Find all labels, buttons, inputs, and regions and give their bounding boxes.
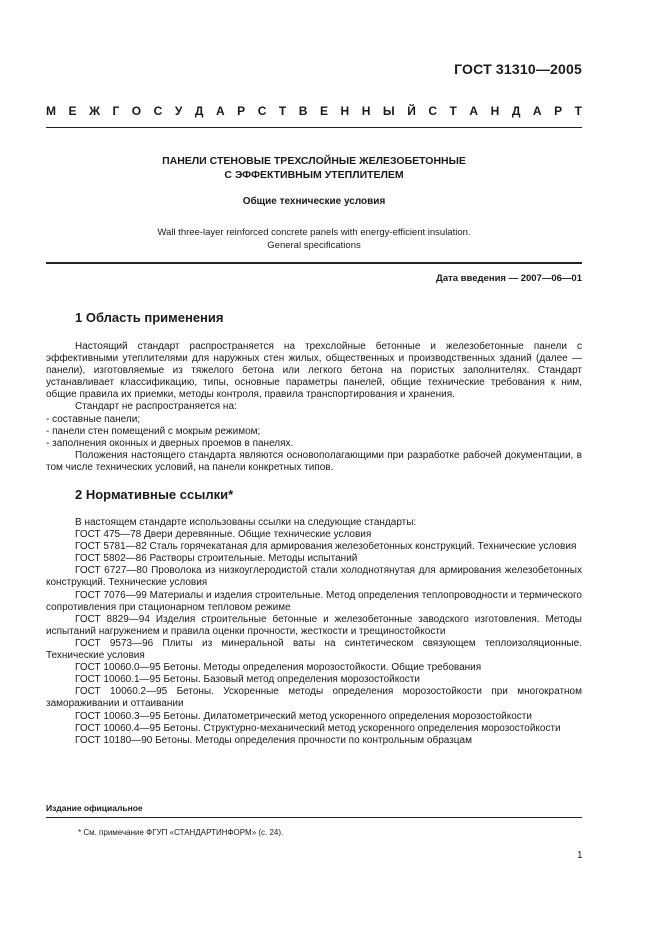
reference-item: ГОСТ 8829—94 Изделия строительные бетонные и железобетонные заводского изготовления. Методы испытаний нагружением и правила оценки прочности, жесткости и трещиностойкости	[46, 613, 582, 637]
footnote-rule	[46, 817, 582, 818]
title-rule	[46, 262, 582, 264]
interstate-standard-banner: М Е Ж Г О С У Д А Р С Т В Е Н Н Ы Й С Т А Н Д А Р Т	[46, 104, 582, 118]
english-title-line-1: Wall three-layer reinforced concrete panels with energy-efficient insulation.	[157, 227, 471, 238]
title-line-2: С ЭФФЕКТИВНЫМ УТЕПЛИТЕЛЕМ	[224, 169, 404, 181]
section-1-heading: 1 Область применения	[75, 310, 224, 325]
list-item: - составные панели;	[46, 413, 141, 425]
page-number: 1	[577, 850, 583, 861]
section-2-heading: 2 Нормативные ссылки*	[75, 487, 234, 502]
paragraph: Стандарт не распространяется на:	[75, 401, 237, 413]
paragraph: Настоящий стандарт распространяется на трехслойные бетонные и железобетонные панели с эффективными утеплителями для наружных стен жилых, общественных и производственных зданий (далее — панели), изготовляемые из тяжелого бетона или легкого бетона на пористых заполнителях. Стандарт устанавливает классификацию, типы, основные параметры панелей, общие технические требования к ним, общие правила их приемки, методы контроля, правила транспортирования и хранения.	[46, 341, 582, 401]
english-title-line-2: General specifications	[267, 240, 361, 251]
paragraph: В настоящем стандарте использованы ссылки на следующие стандарты:	[75, 517, 417, 528]
section-2-body	[46, 517, 582, 747]
reference-item: ГОСТ 7076—99 Материалы и изделия строительные. Метод определения теплопроводности и термического сопротивления при стационарном тепловом режиме	[46, 589, 582, 613]
reference-item: ГОСТ 5802—86 Растворы строительные. Методы испытаний	[75, 553, 358, 565]
reference-item: ГОСТ 5781—82 Сталь горячекатаная для армирования железобетонных конструкций. Технические условия	[75, 541, 577, 553]
reference-item: ГОСТ 475—78 Двери деревянные. Общие технические условия	[75, 529, 372, 541]
reference-item: ГОСТ 10180—90 Бетоны. Методы определения прочности по контрольным образцам	[75, 734, 472, 746]
list-item: - заполнения оконных и дверных проемов в панелях.	[46, 437, 294, 449]
introduction-date: Дата введения — 2007—06—01	[436, 273, 582, 284]
gost-number: ГОСТ 31310—2005	[454, 61, 582, 77]
title-line-1: ПАНЕЛИ СТЕНОВЫЕ ТРЕХСЛОЙНЫЕ ЖЕЛЕЗОБЕТОННЫЕ	[162, 155, 466, 167]
reference-item: ГОСТ 9573—96 Плиты из минеральной ваты на синтетическом связующем теплоизоляционные. Технические условия	[46, 637, 582, 662]
reference-item: ГОСТ 10060.1—95 Бетоны. Базовый метод определения морозостойкости	[75, 674, 420, 686]
footnote: * См. примечание ФГУП «СТАНДАРТИНФОРМ» (с. 24).	[78, 828, 284, 837]
reference-item: ГОСТ 6727—80 Проволока из низкоуглеродистой стали холоднотянутая для армирования железобетонных конструкций. Технические условия	[46, 565, 582, 589]
reference-item: ГОСТ 10060.2—95 Бетоны. Ускоренные методы определения морозостойкости при многократном замораживании и оттаивании	[46, 686, 582, 710]
list-item: - панели стен помещений с мокрым режимом;	[46, 425, 261, 437]
header-rule	[46, 127, 582, 128]
paragraph: Положения настоящего стандарта являются основополагающими при разработке рабочей документации, в том числе технических условий, на панели конкретных типов.	[46, 449, 582, 473]
reference-item: ГОСТ 10060.3—95 Бетоны. Дилатометрический метод ускоренного определения морозостойкости	[75, 710, 532, 722]
reference-item: ГОСТ 10060.0—95 Бетоны. Методы определения морозостойкости. Общие требования	[75, 662, 482, 674]
official-edition-label: Издание официальное	[46, 803, 143, 813]
reference-item: ГОСТ 10060.4—95 Бетоны. Структурно-механический метод ускоренного определения морозостойкости	[75, 722, 561, 734]
subtitle: Общие технические условия	[242, 196, 386, 207]
section-1-body	[46, 341, 582, 474]
